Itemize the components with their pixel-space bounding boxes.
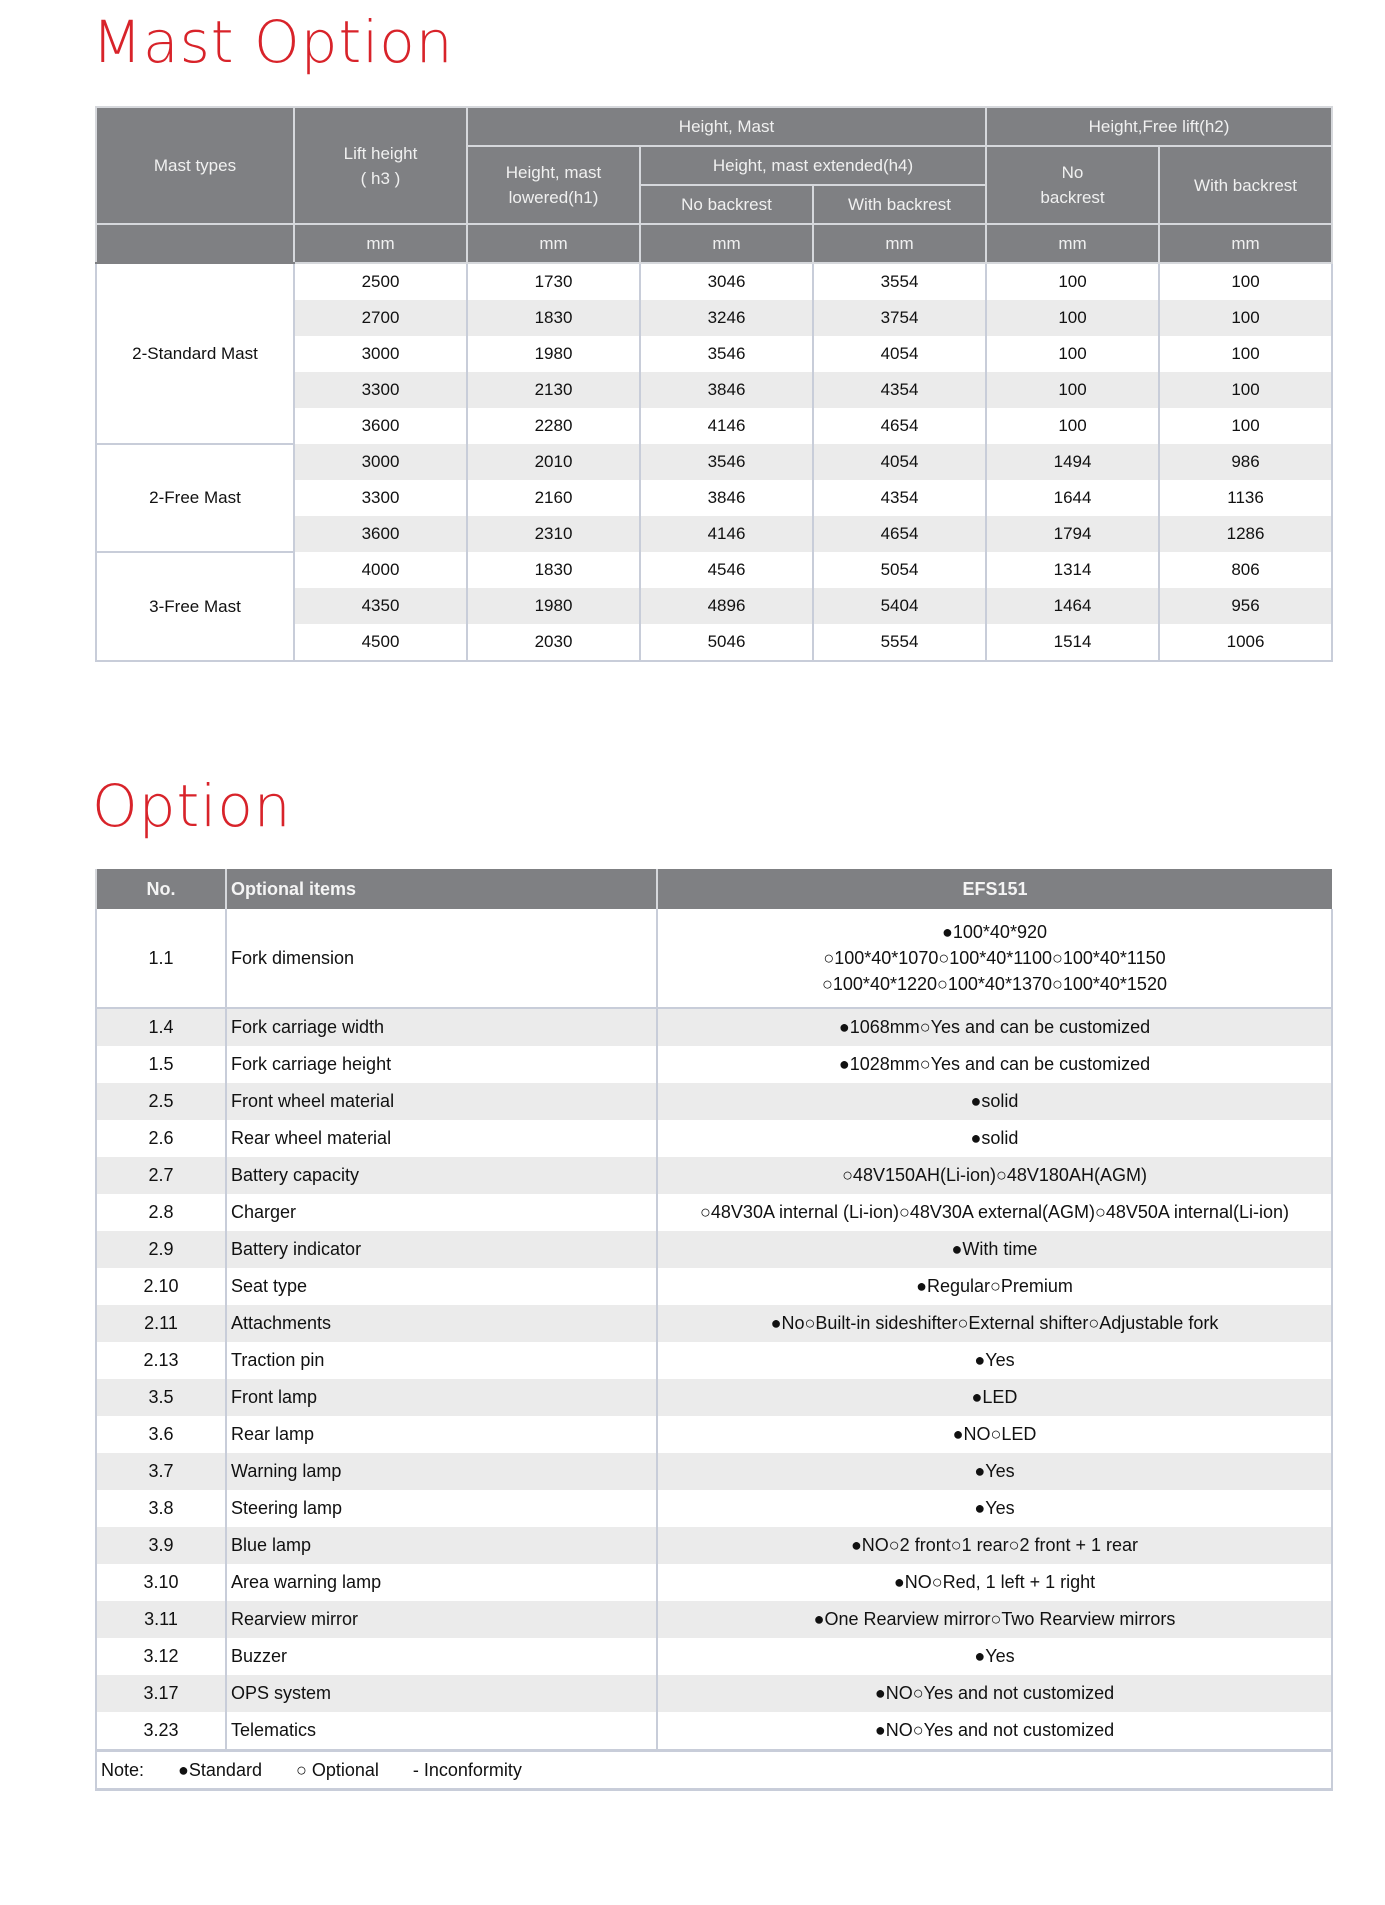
table-cell: 4654 [813,516,986,552]
table-cell: 100 [1159,372,1332,408]
header-blank [96,224,294,263]
header-free-with-backrest: With backrest [1159,146,1332,224]
table-cell: 4350 [294,588,467,624]
option-value: ●NO○2 front○1 rear○2 front + 1 rear [657,1527,1332,1564]
table-cell: 1514 [986,624,1159,661]
table-cell: 1830 [467,300,640,336]
option-value-line: ○100*40*1070○100*40*1100○100*40*1150 [823,948,1166,968]
option-value: ●1068mm○Yes and can be customized [657,1008,1332,1046]
table-cell: 4000 [294,552,467,588]
table-row [96,1490,1332,1527]
table-cell: 3300 [294,480,467,516]
table-cell: 3046 [640,263,813,300]
table-cell: 1980 [467,336,640,372]
table-cell: 5404 [813,588,986,624]
option-no: 3.5 [96,1379,226,1416]
option-value: ●1028mm○Yes and can be customized [657,1046,1332,1083]
option-item: Rear wheel material [226,1120,657,1157]
header-model: EFS151 [657,869,1332,909]
option-no: 3.9 [96,1527,226,1564]
table-cell: 100 [1159,263,1332,300]
table-row [96,1268,1332,1305]
option-item: Fork dimension [226,909,657,1008]
note-optional: ○ Optional [295,1759,379,1780]
table-cell: 1794 [986,516,1159,552]
header-no: No. [96,869,226,909]
option-value: ●With time [657,1231,1332,1268]
table-cell: 100 [1159,300,1332,336]
table-row [96,1638,1332,1675]
option-value: ●NO○Yes and not customized [657,1675,1332,1712]
table-row [96,1046,1332,1083]
mast-type-cell: 2-Standard Mast [96,263,294,444]
header-unit: mm [467,224,640,263]
table-cell: 1464 [986,588,1159,624]
table-row [96,444,1332,480]
note-cell [96,1751,1332,1790]
option-value: ●LED [657,1379,1332,1416]
table-cell: 3246 [640,300,813,336]
option-value: ●Yes [657,1342,1332,1379]
table-cell: 4146 [640,408,813,444]
option-no: 3.11 [96,1601,226,1638]
note-standard: ●Standard [178,1759,262,1780]
option-value-line: ●100*40*920 [942,922,1047,942]
table-row [96,1342,1332,1379]
table-cell: 2030 [467,624,640,661]
option-item: Blue lamp [226,1527,657,1564]
mast-type-cell: 2-Free Mast [96,444,294,552]
header-free-no-backrest: No backrest [986,146,1159,224]
option-item: Battery indicator [226,1231,657,1268]
header-no-backrest: No backrest [640,185,813,224]
option-value: ●Yes [657,1490,1332,1527]
option-item: Rearview mirror [226,1601,657,1638]
option-no: 2.7 [96,1157,226,1194]
option-value: ●solid [657,1120,1332,1157]
option-no: 2.9 [96,1231,226,1268]
table-cell: 3600 [294,408,467,444]
header-unit: mm [640,224,813,263]
table-cell: 3754 [813,300,986,336]
option-no: 3.17 [96,1675,226,1712]
table-cell: 2160 [467,480,640,516]
note-row [96,1751,1332,1790]
table-cell: 3546 [640,336,813,372]
option-item: Steering lamp [226,1490,657,1527]
table-cell: 1286 [1159,516,1332,552]
option-value: ●No○Built-in sideshifter○External shifter○Adjustable fork [657,1305,1332,1342]
option-item: Battery capacity [226,1157,657,1194]
table-cell: 4500 [294,624,467,661]
option-no: 3.10 [96,1564,226,1601]
table-cell: 4546 [640,552,813,588]
table-cell: 100 [986,263,1159,300]
table-cell: 3000 [294,336,467,372]
header-optional-items: Optional items [226,869,657,909]
table-cell: 4354 [813,480,986,516]
option-no: 3.12 [96,1638,226,1675]
table-cell: 1494 [986,444,1159,480]
table-cell: 100 [986,372,1159,408]
table-row [96,1601,1332,1638]
option-no: 2.8 [96,1194,226,1231]
table-row [96,1008,1332,1046]
table-cell: 5054 [813,552,986,588]
table-row [96,909,1332,1008]
option-value: ●NO○Yes and not customized [657,1712,1332,1751]
table-cell: 2310 [467,516,640,552]
table-cell: 1980 [467,588,640,624]
option-value [657,909,1332,1008]
option-no: 1.4 [96,1008,226,1046]
table-row [96,1120,1332,1157]
table-cell: 3300 [294,372,467,408]
option-value: ○48V30A internal (Li-ion)○48V30A external(AGM)○48V50A internal(Li-ion) [657,1194,1332,1231]
lift-height-sub: ( h3 ) [360,168,401,188]
table-row [96,552,1332,588]
table-cell: 1644 [986,480,1159,516]
option-table [95,869,1333,1791]
option-no: 3.6 [96,1416,226,1453]
option-item: Area warning lamp [226,1564,657,1601]
mast-option-title: Mast Option [92,8,454,76]
header-mast-types: Mast types [96,107,294,224]
table-row [96,1564,1332,1601]
note-inconformity: - Inconformity [412,1759,522,1780]
option-item: Buzzer [226,1638,657,1675]
table-cell: 3546 [640,444,813,480]
table-row [96,1157,1332,1194]
option-value: ●One Rearview mirror○Two Rearview mirrors [657,1601,1332,1638]
table-cell: 3600 [294,516,467,552]
table-row [96,1675,1332,1712]
option-value-line: ○100*40*1220○100*40*1370○100*40*1520 [822,974,1167,994]
table-cell: 4354 [813,372,986,408]
header-lift-height [294,107,467,224]
header-unit: mm [1159,224,1332,263]
table-cell: 5046 [640,624,813,661]
header-with-backrest: With backrest [813,185,986,224]
table-cell: 2130 [467,372,640,408]
table-cell: 3846 [640,480,813,516]
option-item: Charger [226,1194,657,1231]
option-value: ●Regular○Premium [657,1268,1332,1305]
table-cell: 4896 [640,588,813,624]
mast-type-cell: 3-Free Mast [96,552,294,661]
option-value: ●Yes [657,1453,1332,1490]
header-lowered: Height, mast lowered(h1) [467,146,640,224]
table-cell: 1006 [1159,624,1332,661]
header-free-lift: Height,Free lift(h2) [986,107,1332,146]
table-cell: 4054 [813,444,986,480]
table-cell: 100 [986,408,1159,444]
table-cell: 1136 [1159,480,1332,516]
table-cell: 986 [1159,444,1332,480]
option-value: ●Yes [657,1638,1332,1675]
table-cell: 100 [986,336,1159,372]
table-cell: 1314 [986,552,1159,588]
option-item: Seat type [226,1268,657,1305]
option-item: Fork carriage width [226,1008,657,1046]
table-cell: 2010 [467,444,640,480]
table-row [96,1712,1332,1751]
option-item: Attachments [226,1305,657,1342]
table-cell: 956 [1159,588,1332,624]
header-height-mast: Height, Mast [467,107,986,146]
table-cell: 3846 [640,372,813,408]
table-row [96,1083,1332,1120]
option-title: Option [92,772,292,840]
table-cell: 5554 [813,624,986,661]
option-no: 3.23 [96,1712,226,1751]
header-unit: mm [986,224,1159,263]
header-extended: Height, mast extended(h4) [640,146,986,185]
table-cell: 100 [1159,336,1332,372]
header-unit: mm [294,224,467,263]
table-row [96,263,1332,300]
option-value: ●solid [657,1083,1332,1120]
table-row [96,1305,1332,1342]
option-item: Rear lamp [226,1416,657,1453]
header-unit: mm [813,224,986,263]
table-cell: 2280 [467,408,640,444]
option-no: 2.5 [96,1083,226,1120]
table-row [96,1231,1332,1268]
option-item: Traction pin [226,1342,657,1379]
option-no: 1.5 [96,1046,226,1083]
option-no: 2.6 [96,1120,226,1157]
table-cell: 2500 [294,263,467,300]
lift-height-label: Lift height [343,143,418,163]
table-row [96,1527,1332,1564]
option-item: Telematics [226,1712,657,1751]
table-cell: 1730 [467,263,640,300]
option-value: ●NO○LED [657,1416,1332,1453]
table-row [96,1453,1332,1490]
option-item: Front wheel material [226,1083,657,1120]
table-cell: 806 [1159,552,1332,588]
table-cell: 3554 [813,263,986,300]
option-value: ○48V150AH(Li-ion)○48V180AH(AGM) [657,1157,1332,1194]
table-cell: 3000 [294,444,467,480]
option-item: OPS system [226,1675,657,1712]
note-label: Note: [101,1759,145,1780]
option-value: ●NO○Red, 1 left + 1 right [657,1564,1332,1601]
table-cell: 100 [1159,408,1332,444]
table-row [96,1194,1332,1231]
table-cell: 4654 [813,408,986,444]
table-cell: 100 [986,300,1159,336]
table-cell: 4146 [640,516,813,552]
table-cell: 2700 [294,300,467,336]
option-no: 2.10 [96,1268,226,1305]
option-no: 3.8 [96,1490,226,1527]
mast-option-table [95,106,1333,662]
option-item: Front lamp [226,1379,657,1416]
table-row [96,1379,1332,1416]
option-item: Fork carriage height [226,1046,657,1083]
table-row [96,1416,1332,1453]
table-cell: 4054 [813,336,986,372]
table-cell: 1830 [467,552,640,588]
option-item: Warning lamp [226,1453,657,1490]
option-no: 1.1 [96,909,226,1008]
option-no: 2.11 [96,1305,226,1342]
option-no: 3.7 [96,1453,226,1490]
option-no: 2.13 [96,1342,226,1379]
